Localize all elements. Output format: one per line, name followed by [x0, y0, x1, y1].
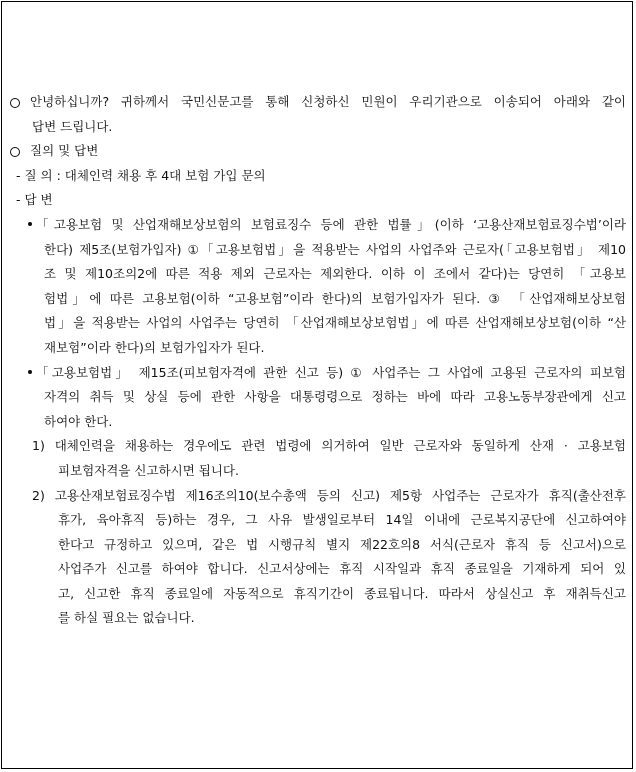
item2-line: 휴가, 육아휴직 등)하는 경우, 그 사유 발생일로부터 14일 이내에 근로복지공단에 신고하여야	[58, 512, 626, 528]
bullet1-line: 험법」에 따른 고용보험(이하 “고용보험”이라 한다)의 보험가입자가 된다. ③ 「산업재해보상보험	[44, 290, 626, 306]
question-line: - 질 의 : 대체인력 채용 후 4대 보험 가입 문의	[16, 167, 266, 183]
item2-line: 를 하실 필요는 없습니다.	[58, 610, 195, 626]
numbered-item-1	[2, 434, 634, 459]
intro-paragraph	[2, 90, 634, 115]
item2-line: 고, 신고한 휴직 종료일에 자동적으로 휴직기간이 종료됩니다. 따라서 상실신고 후 재취득신고	[58, 585, 626, 601]
item2-line: 사업주가 신고를 하여야 합니다. 신고서상에는 휴직 시작일과 휴직 종료일을 기재하게 되어 있	[58, 561, 626, 577]
circle-bullet-icon	[10, 147, 20, 157]
document-frame	[1, 1, 633, 769]
bullet1-line: 「고용보험 및 산업재해보상보험의 보험료징수 등에 관한 법률」(이하 ‘고용산재보험료징수법’이라	[36, 216, 626, 232]
intro-line-1: 안녕하십니까? 귀하께서 국민신문고를 통해 신청하신 민원이 우리기관으로 이송되어 아래와 같이	[30, 94, 626, 109]
bullet-paragraph-1	[2, 213, 634, 238]
item2-line: 2) 고용산재보험료징수법 제16조의10(보수총액 등의 신고) 제5항 사업주는 근로자가 휴직(출산전후	[32, 487, 626, 503]
section-heading	[2, 139, 634, 164]
item1-line: 1) 대체인력을 채용하는 경우에도 관련 법령에 의거하여 일반 근로자와 동일하게 산재 · 고용보험	[32, 438, 626, 454]
item1-line: 피보험자격을 신고하시면 됩니다.	[58, 462, 239, 478]
item2-line: 한다고 규정하고 있으며, 같은 법 시행규칙 별지 제22호의8 서식(근로자 휴직 등 신고서)으로	[58, 536, 626, 552]
circle-bullet-icon	[10, 98, 20, 108]
bullet1-line: 조 및 제10조의2에 따른 적용 제외 근로자는 제외한다. 이하 이 조에서 같다)는 당연히 「고용보	[44, 266, 626, 282]
numbered-item-2	[2, 484, 634, 509]
section-title: 질의 및 답변	[30, 143, 99, 159]
answer-label: - 답 변	[16, 192, 53, 208]
bullet1-line: 법」을 적용받는 사업의 사업주는 당연히 「산업재해보상보험법」에 따른 산업재해보상보험(이하 “산	[44, 315, 626, 331]
intro-line-2: 답변 드립니다.	[32, 118, 113, 134]
bullet2-line: 자격의 취득 및 상실 등에 관한 사항을 대통령령으로 정하는 바에 따라 고용노동부장관에게 신고	[44, 389, 626, 405]
document-body	[2, 90, 634, 631]
bullet-dot-icon	[28, 370, 32, 374]
bullet1-line: 한다) 제5조(보험가입자) ①「고용보험법」을 적용받는 사업의 사업주와 근로자(「고용보험법」 제10	[44, 241, 626, 257]
bullet1-line: 재보험”이라 한다)의 보험가입자가 된다.	[44, 339, 265, 355]
bullet2-line: 하여야 한다.	[44, 413, 113, 429]
bullet-paragraph-2	[2, 361, 634, 386]
bullet2-line: 「고용보험법」 제15조(피보험자격에 관한 신고 등) ① 사업주는 그 사업에 고용된 근로자의 피보험	[36, 364, 626, 380]
bullet-dot-icon	[28, 222, 32, 226]
